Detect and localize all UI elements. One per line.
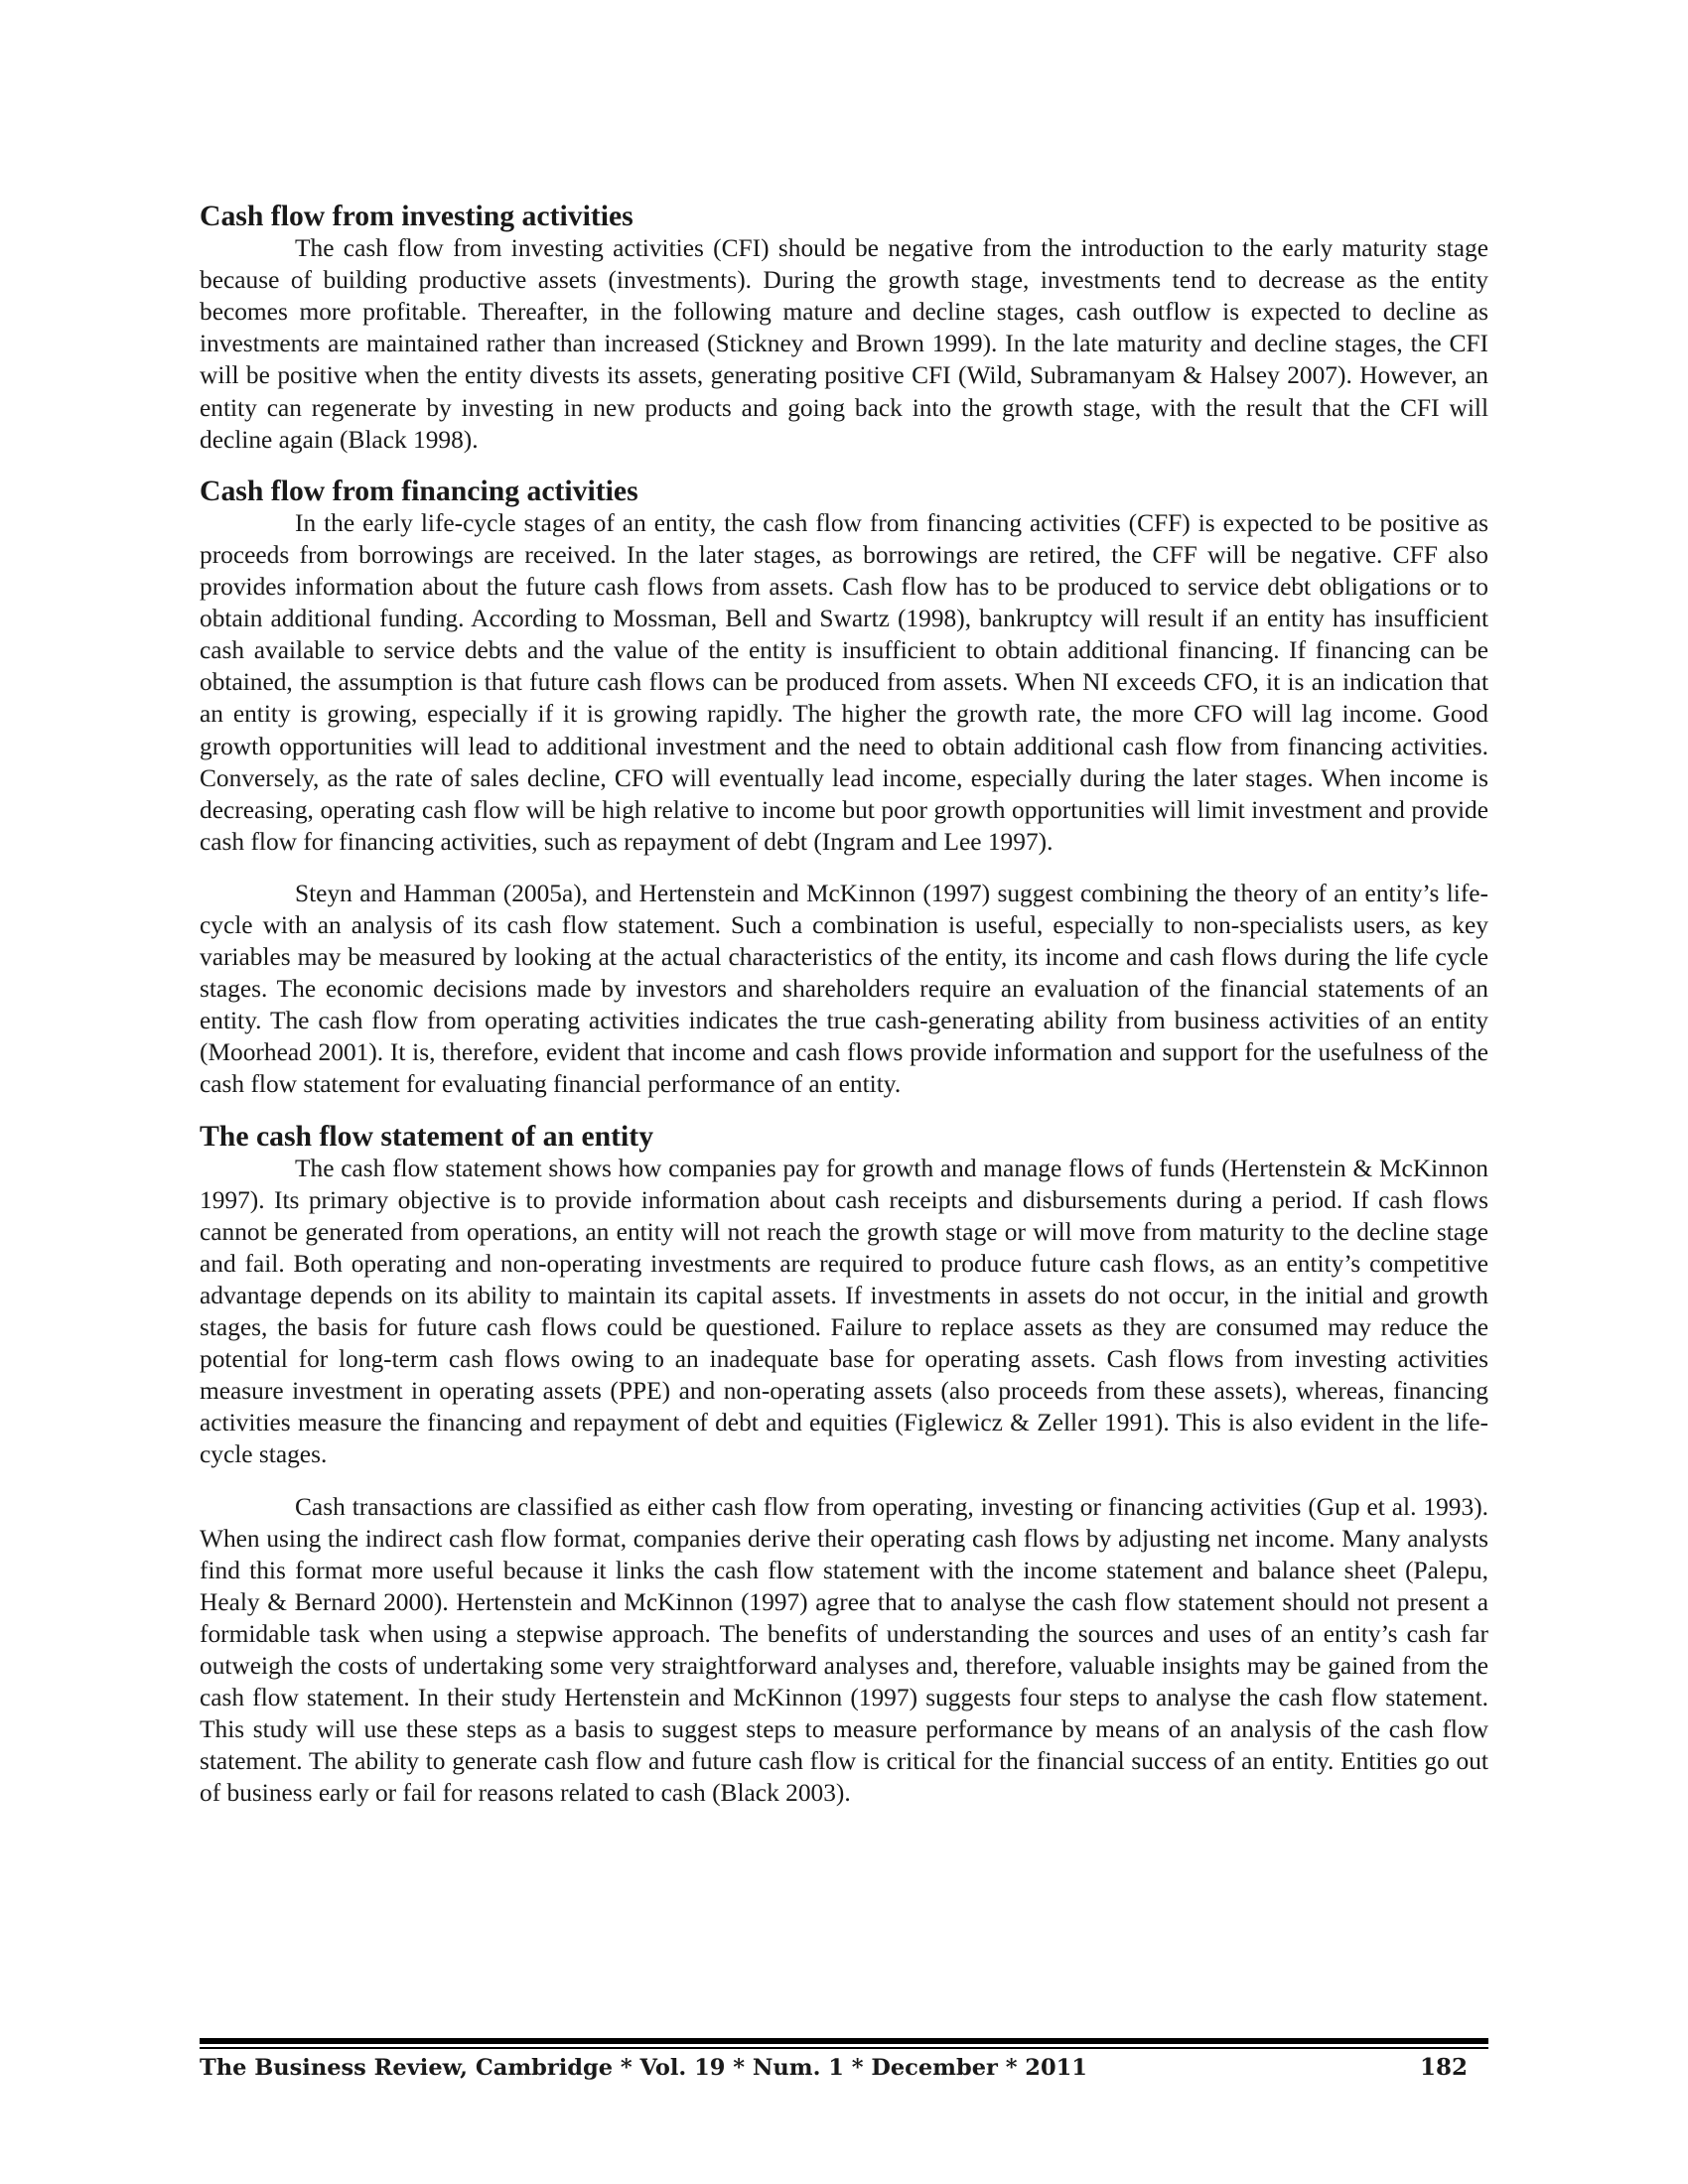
section-heading-investing: Cash flow from investing activities	[200, 201, 633, 232]
paragraph-investing: The cash flow from investing activities (CFI) should be negative from the introduction to the early maturity stage because of building productive assets (investments). During the growth stage, investments tend to decrease as the entity becomes more profitable. Thereafter, in the following mature and decline stages, cash outflow is expected to decline as investments are maintained rather than increased (Stickney and Brown 1999). In the late maturity and decline stages, the CFI will be positive when the entity divests its assets, generating positive CFI (Wild, Subramanyam & Halsey 2007). However, an entity can regenerate by investing in new products and going back into the growth stage, with the result that the CFI will decline again (Black 1998).	[200, 234, 1488, 454]
paragraph-financing: In the early life-cycle stages of an entity, the cash flow from financing activities (CFF) is expected to be positive as proceeds from borrowings are received. In the later stages, as borrowings are retired, the CFF will be negative. CFF also provides information about the future cash flows from assets. Cash flow has to be produced to service debt obligations or to obtain additional funding. According to Mossman, Bell and Swartz (1998), bankruptcy will result if an entity has insufficient cash available to service debts and the value of the entity is insufficient to obtain additional financing. If financing can be obtained, the assumption is that future cash flows can be produced from assets. When NI exceeds CFO, it is an indication that an entity is growing, especially if it is growing rapidly. The higher the growth rate, the more CFO will lag income. Good growth opportunities will lead to additional investment and the need to obtain additional cash flow from financing activities. Conversely, as the rate of sales decline, CFO will eventually lead income, especially during the later stages. When income is decreasing, operating cash flow will be high relative to income but poor growth opportunities will limit investment and provide cash flow for financing activities, such as repayment of debt (Ingram and Lee 1997).	[200, 508, 1488, 856]
section-heading-financing: Cash flow from financing activities	[200, 475, 638, 507]
section-heading-cash-flow-statement: The cash flow statement of an entity	[200, 1120, 654, 1153]
paragraph-cash-transactions: Cash transactions are classified as either cash flow from operating, investing or financing activities (Gup et al. 1993). When using the indirect cash flow format, companies derive their operating cash flows by adjusting net income. Many analysts find this format more useful because it links the cash flow statement with the income statement and balance sheet (Palepu, Healy & Bernard 2000). Hertenstein and McKinnon (1997) agree that to analyse the cash flow statement should not present a formidable task when using a stepwise approach. The benefits of understanding the sources and uses of an entity’s cash far outweigh the costs of undertaking some very straightforward analyses and, therefore, valuable insights may be gained from the cash flow statement. In their study Hertenstein and McKinnon (1997) suggests four steps to analyse the cash flow statement. This study will use these steps as a basis to suggest steps to measure performance by means of an analysis of the cash flow statement. The ability to generate cash flow and future cash flow is critical for the financial success of an entity. Entities go out of business early or fail for reasons related to cash (Black 2003).	[200, 1492, 1488, 1808]
footer-journal-citation: The Business Review, Cambridge * Vol. 19 * Num. 1 * December * 2011	[200, 2055, 1087, 2081]
footer-rule-thin	[200, 2047, 1488, 2049]
paragraph-life-cycle: Steyn and Hamman (2005a), and Hertenstein and McKinnon (1997) suggest combining the theory of an entity’s life-cycle with an analysis of its cash flow statement. Such a combination is useful, especially to non-specialists users, as key variables may be measured by looking at the actual characteristics of the entity, its income and cash flows during the life cycle stages. The economic decisions made by investors and shareholders require an evaluation of the financial statements of an entity. The cash flow from operating activities indicates the true cash-generating ability from business activities of an entity (Moorhead 2001). It is, therefore, evident that income and cash flows provide information and support for the usefulness of the cash flow statement for evaluating financial performance of an entity.	[200, 879, 1488, 1099]
page-number: 182	[1419, 2054, 1468, 2081]
paragraph-cash-flow-statement: The cash flow statement shows how companies pay for growth and manage flows of funds (Hertenstein & McKinnon 1997). Its primary objective is to provide information about cash receipts and disbursements during a period. If cash flows cannot be generated from operations, an entity will not reach the growth stage or will move from maturity to the decline stage and fail. Both operating and non-operating investments are required to produce future cash flows, as an entity’s competitive advantage depends on its ability to maintain its capital assets. If investments in assets do not occur, in the initial and growth stages, the basis for future cash flows could be questioned. Failure to replace assets as they are consumed may reduce the potential for long-term cash flows owing to an inadequate base for operating assets. Cash flows from investing activities measure investment in operating assets (PPE) and non-operating assets (also proceeds from these assets), whereas, financing activities measure the financing and repayment of debt and equities (Figlewicz & Zeller 1991). This is also evident in the life-cycle stages.	[200, 1154, 1488, 1469]
article-body	[200, 201, 1488, 1810]
footer-rule-thick	[200, 2038, 1488, 2044]
